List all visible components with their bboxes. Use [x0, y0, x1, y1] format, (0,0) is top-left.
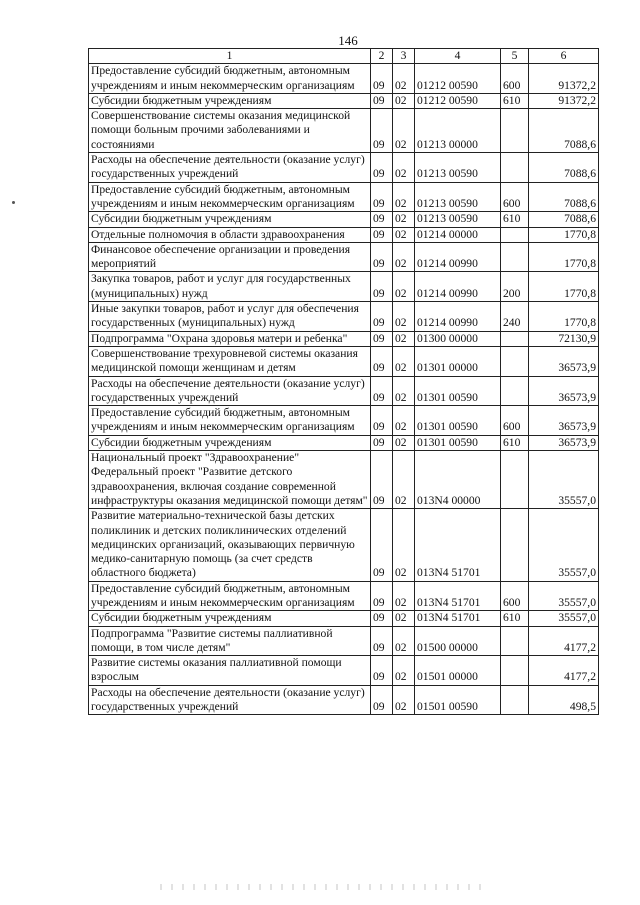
cell-subsection: 02 [393, 406, 415, 436]
cell-name: Национальный проект "Здравоохранение" Федеральный проект "Развитие детского здравоохранения, включая создание современной инфраструктуры оказания медицинской помощи детям" [89, 451, 371, 509]
cell-subsection: 02 [393, 509, 415, 581]
cell-expense-type [501, 242, 529, 272]
table-row [89, 346, 599, 376]
cell-section: 09 [371, 242, 393, 272]
cell-name: Субсидии бюджетным учреждениям [89, 93, 371, 108]
cell-expense-type: 600 [501, 581, 529, 611]
cell-expense-type: 610 [501, 212, 529, 227]
table-row [89, 685, 599, 715]
cell-subsection: 02 [393, 153, 415, 183]
table-row [89, 376, 599, 406]
cell-subsection: 02 [393, 685, 415, 715]
cell-target-article: 01214 00990 [415, 272, 501, 302]
cell-subsection: 02 [393, 451, 415, 509]
cell-name: Развитие материально-технической базы детских поликлиник и детских поликлинических отделений медицинских организаций, оказывающих первичную медико-санитарную помощь (за счет средств областного бюджета) [89, 509, 371, 581]
header-col-5: 5 [501, 49, 529, 64]
cell-name: Расходы на обеспечение деятельности (оказание услуг) государственных учреждений [89, 376, 371, 406]
cell-expense-type [501, 656, 529, 686]
cell-expense-type: 610 [501, 611, 529, 626]
cell-name: Закупка товаров, работ и услуг для государственных (муниципальных) нужд [89, 272, 371, 302]
cell-section: 09 [371, 302, 393, 332]
cell-amount: 91372,2 [529, 64, 599, 94]
header-col-2: 2 [371, 49, 393, 64]
cell-target-article: 01501 00590 [415, 685, 501, 715]
cell-amount: 72130,9 [529, 331, 599, 346]
cell-subsection: 02 [393, 272, 415, 302]
cell-section: 09 [371, 331, 393, 346]
cell-amount: 36573,9 [529, 406, 599, 436]
scan-speck [12, 201, 15, 204]
cell-expense-type [501, 346, 529, 376]
table-row [89, 406, 599, 436]
cell-name: Предоставление субсидий бюджетным, автономным учреждениям и иным некоммерческим организациям [89, 182, 371, 212]
table-row [89, 272, 599, 302]
cell-amount: 36573,9 [529, 376, 599, 406]
cell-expense-type: 200 [501, 272, 529, 302]
cell-section: 09 [371, 406, 393, 436]
cell-expense-type [501, 626, 529, 656]
cell-target-article: 01301 00000 [415, 346, 501, 376]
cell-name: Совершенствование системы оказания медицинской помощи больным прочими заболеваниями и состояниями [89, 109, 371, 153]
cell-section: 09 [371, 212, 393, 227]
cell-target-article: 01500 00000 [415, 626, 501, 656]
cell-subsection: 02 [393, 302, 415, 332]
cell-subsection: 02 [393, 581, 415, 611]
cell-amount: 1770,8 [529, 272, 599, 302]
cell-target-article: 01301 00590 [415, 376, 501, 406]
cell-subsection: 02 [393, 64, 415, 94]
cell-expense-type: 240 [501, 302, 529, 332]
cell-section: 09 [371, 581, 393, 611]
cell-target-article: 013N4 51701 [415, 509, 501, 581]
cell-expense-type: 600 [501, 64, 529, 94]
header-col-4: 4 [415, 49, 501, 64]
cell-section: 09 [371, 109, 393, 153]
cell-expense-type: 600 [501, 406, 529, 436]
cell-target-article: 01501 00000 [415, 656, 501, 686]
cell-section: 09 [371, 376, 393, 406]
cell-expense-type: 610 [501, 93, 529, 108]
cell-target-article: 01213 00590 [415, 182, 501, 212]
cell-subsection: 02 [393, 227, 415, 242]
cell-amount: 7088,6 [529, 212, 599, 227]
table-row [89, 153, 599, 183]
cell-name: Отдельные полномочия в области здравоохранения [89, 227, 371, 242]
table-row [89, 182, 599, 212]
cell-expense-type: 600 [501, 182, 529, 212]
cell-expense-type [501, 153, 529, 183]
cell-target-article: 01213 00590 [415, 153, 501, 183]
table-body [89, 64, 599, 715]
cell-section: 09 [371, 685, 393, 715]
scan-noise [160, 884, 490, 890]
cell-amount: 7088,6 [529, 109, 599, 153]
cell-target-article: 01213 00590 [415, 212, 501, 227]
cell-subsection: 02 [393, 242, 415, 272]
cell-name: Подпрограмма "Охрана здоровья матери и ребенка" [89, 331, 371, 346]
cell-expense-type [501, 227, 529, 242]
cell-section: 09 [371, 227, 393, 242]
table-row [89, 109, 599, 153]
header-col-3: 3 [393, 49, 415, 64]
cell-amount: 4177,2 [529, 656, 599, 686]
cell-target-article: 01301 00590 [415, 435, 501, 450]
table-row [89, 64, 599, 94]
cell-expense-type [501, 509, 529, 581]
cell-expense-type [501, 109, 529, 153]
cell-section: 09 [371, 435, 393, 450]
cell-name: Совершенствование трехуровневой системы оказания медицинской помощи женщинам и детям [89, 346, 371, 376]
cell-amount: 35557,0 [529, 611, 599, 626]
table-row [89, 331, 599, 346]
table-row [89, 93, 599, 108]
table-row [89, 611, 599, 626]
table-header [89, 49, 599, 64]
cell-subsection: 02 [393, 93, 415, 108]
cell-name: Иные закупки товаров, работ и услуг для обеспечения государственных (муниципальных) нужд [89, 302, 371, 332]
table-row [89, 451, 599, 509]
table-row [89, 656, 599, 686]
cell-name: Предоставление субсидий бюджетным, автономным учреждениям и иным некоммерческим организациям [89, 581, 371, 611]
table-row [89, 302, 599, 332]
cell-subsection: 02 [393, 376, 415, 406]
cell-target-article: 01300 00000 [415, 331, 501, 346]
cell-section: 09 [371, 93, 393, 108]
cell-subsection: 02 [393, 656, 415, 686]
cell-target-article: 013N4 51701 [415, 611, 501, 626]
cell-name: Предоставление субсидий бюджетным, автономным учреждениям и иным некоммерческим организациям [89, 406, 371, 436]
cell-target-article: 01213 00000 [415, 109, 501, 153]
cell-target-article: 01212 00590 [415, 64, 501, 94]
cell-amount: 1770,8 [529, 227, 599, 242]
cell-target-article: 01214 00990 [415, 302, 501, 332]
cell-name: Финансовое обеспечение организации и проведения мероприятий [89, 242, 371, 272]
cell-target-article: 01301 00590 [415, 406, 501, 436]
cell-subsection: 02 [393, 435, 415, 450]
cell-section: 09 [371, 656, 393, 686]
cell-expense-type [501, 331, 529, 346]
cell-section: 09 [371, 64, 393, 94]
cell-name: Субсидии бюджетным учреждениям [89, 212, 371, 227]
page-number: 146 [338, 33, 358, 48]
cell-amount: 36573,9 [529, 346, 599, 376]
cell-section: 09 [371, 611, 393, 626]
cell-subsection: 02 [393, 626, 415, 656]
cell-amount: 4177,2 [529, 626, 599, 656]
cell-amount: 35557,0 [529, 581, 599, 611]
cell-subsection: 02 [393, 182, 415, 212]
cell-target-article: 013N4 00000 [415, 451, 501, 509]
cell-expense-type [501, 685, 529, 715]
cell-target-article: 01212 00590 [415, 93, 501, 108]
cell-section: 09 [371, 626, 393, 656]
table-row [89, 227, 599, 242]
cell-amount: 35557,0 [529, 509, 599, 581]
cell-name: Подпрограмма "Развитие системы паллиативной помощи, в том числе детям" [89, 626, 371, 656]
cell-target-article: 013N4 51701 [415, 581, 501, 611]
cell-section: 09 [371, 153, 393, 183]
cell-subsection: 02 [393, 611, 415, 626]
table-row [89, 626, 599, 656]
header-col-1: 1 [89, 49, 371, 64]
cell-expense-type: 610 [501, 435, 529, 450]
cell-subsection: 02 [393, 346, 415, 376]
cell-name: Развитие системы оказания паллиативной помощи взрослым [89, 656, 371, 686]
table-row [89, 212, 599, 227]
cell-amount: 1770,8 [529, 242, 599, 272]
table-row [89, 435, 599, 450]
cell-name: Субсидии бюджетным учреждениям [89, 611, 371, 626]
cell-subsection: 02 [393, 109, 415, 153]
cell-amount: 36573,9 [529, 435, 599, 450]
cell-name: Расходы на обеспечение деятельности (оказание услуг) государственных учреждений [89, 153, 371, 183]
cell-amount: 91372,2 [529, 93, 599, 108]
cell-subsection: 02 [393, 212, 415, 227]
table-row [89, 581, 599, 611]
cell-amount: 1770,8 [529, 302, 599, 332]
budget-table [88, 48, 599, 715]
table-row [89, 242, 599, 272]
cell-amount: 35557,0 [529, 451, 599, 509]
cell-amount: 498,5 [529, 685, 599, 715]
cell-name: Субсидии бюджетным учреждениям [89, 435, 371, 450]
cell-section: 09 [371, 346, 393, 376]
cell-name: Предоставление субсидий бюджетным, автономным учреждениям и иным некоммерческим организациям [89, 64, 371, 94]
header-row [89, 49, 599, 64]
header-col-6: 6 [529, 49, 599, 64]
cell-section: 09 [371, 182, 393, 212]
cell-name: Расходы на обеспечение деятельности (оказание услуг) государственных учреждений [89, 685, 371, 715]
cell-section: 09 [371, 272, 393, 302]
cell-target-article: 01214 00000 [415, 227, 501, 242]
cell-amount: 7088,6 [529, 153, 599, 183]
cell-section: 09 [371, 509, 393, 581]
cell-section: 09 [371, 451, 393, 509]
cell-subsection: 02 [393, 331, 415, 346]
cell-expense-type [501, 451, 529, 509]
table-row [89, 509, 599, 581]
cell-target-article: 01214 00990 [415, 242, 501, 272]
cell-amount: 7088,6 [529, 182, 599, 212]
cell-expense-type [501, 376, 529, 406]
